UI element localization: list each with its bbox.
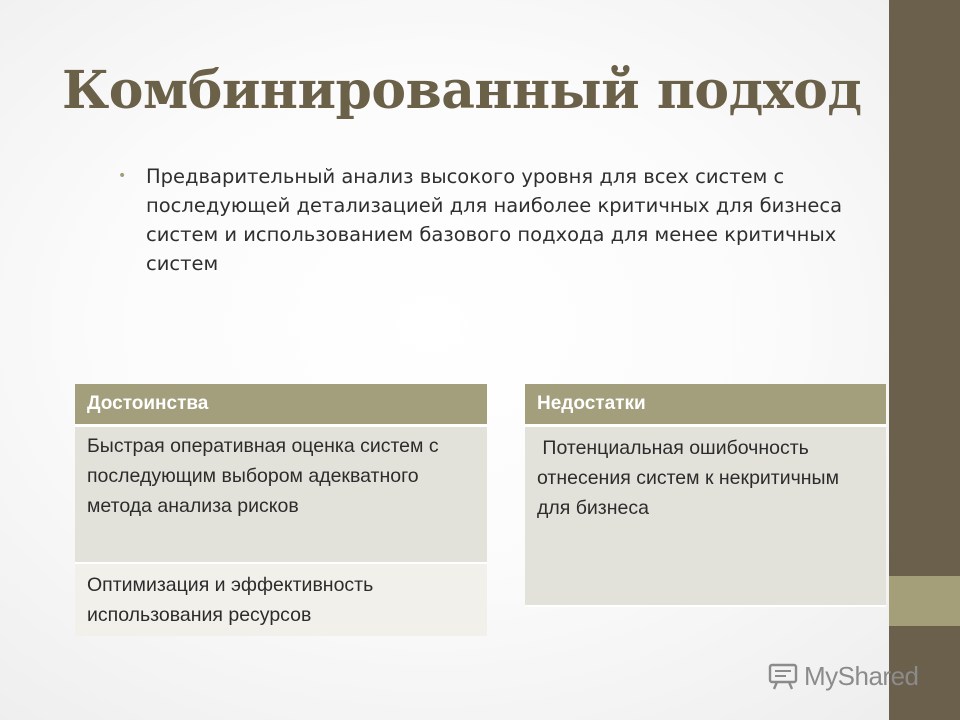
cons-header: Недостатки	[525, 384, 886, 427]
pros-table	[75, 384, 487, 636]
cons-table	[525, 384, 886, 607]
slide-title: Комбинированный подход	[62, 60, 862, 121]
sidebar-accent-block	[889, 576, 960, 626]
watermark-text: MyShared	[804, 660, 919, 691]
cons-cell: Потенциальная ошибочность отнесения систем к некритичным для бизнеса	[525, 427, 886, 607]
bullet-marker: •	[118, 168, 127, 184]
presentation-board-icon	[768, 661, 798, 691]
bullet-text: Предварительный анализ высокого уровня для всех систем с последующей детализацией для наиболее критичных для бизнеса систем и использованием базового подхода для менее критичных систем	[146, 165, 843, 275]
table-row	[75, 564, 487, 636]
table-row	[75, 427, 487, 564]
pros-header: Достоинства	[75, 384, 487, 427]
table-row	[525, 427, 886, 607]
watermark-logo	[768, 656, 928, 696]
pros-cell: Оптимизация и эффективность использования ресурсов	[75, 564, 487, 636]
right-sidebar-decoration	[889, 0, 960, 720]
pros-cell: Быстрая оперативная оценка систем с последующим выбором адекватного метода анализа рисков	[75, 427, 487, 564]
